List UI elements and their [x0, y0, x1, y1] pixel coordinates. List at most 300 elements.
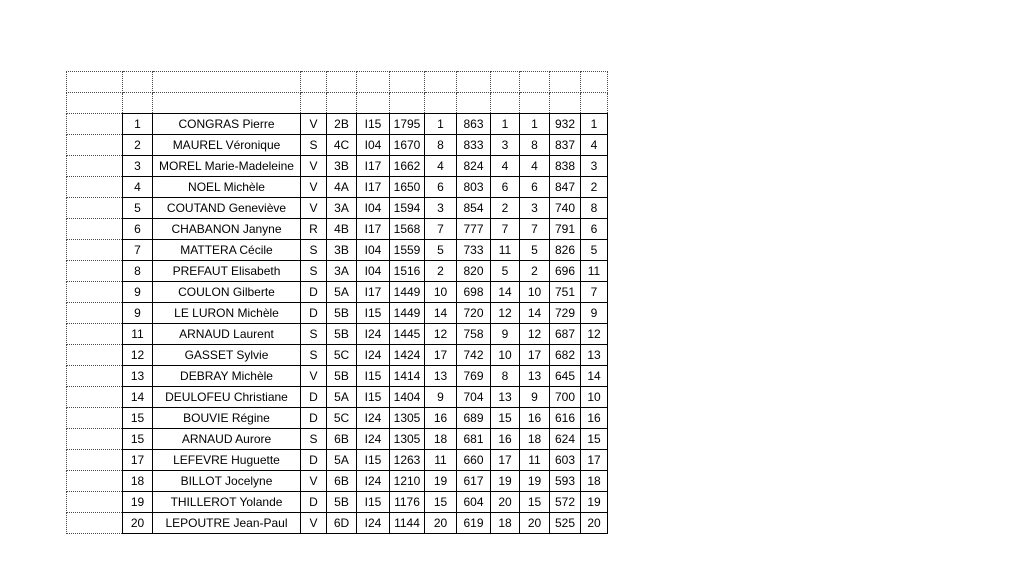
- value-cell: 8: [520, 135, 550, 156]
- name-cell: MOREL Marie-Madeleine: [153, 156, 301, 177]
- value-cell: 826: [550, 240, 581, 261]
- value-cell: V: [301, 471, 327, 492]
- value-cell: I04: [357, 240, 390, 261]
- value-cell: I04: [357, 198, 390, 219]
- value-cell: 1662: [390, 156, 425, 177]
- value-cell: 3A: [327, 261, 357, 282]
- left-gutter-cell: [67, 282, 123, 303]
- value-cell: 10: [491, 345, 520, 366]
- value-cell: 17: [581, 450, 608, 471]
- value-cell: 11: [581, 261, 608, 282]
- empty-grid-cell: [357, 93, 390, 114]
- empty-grid-cell: [425, 93, 457, 114]
- table-row: [67, 471, 608, 492]
- left-gutter-cell: [67, 450, 123, 471]
- empty-grid-cell: [301, 93, 327, 114]
- value-cell: 1144: [390, 513, 425, 534]
- value-cell: I15: [357, 450, 390, 471]
- value-cell: 4: [491, 156, 520, 177]
- value-cell: 3B: [327, 240, 357, 261]
- value-cell: I24: [357, 324, 390, 345]
- left-gutter-cell: [67, 135, 123, 156]
- empty-grid-cell: [457, 93, 491, 114]
- value-cell: S: [301, 429, 327, 450]
- value-cell: 2: [425, 261, 457, 282]
- value-cell: 624: [550, 429, 581, 450]
- name-cell: DEBRAY Michèle: [153, 366, 301, 387]
- value-cell: V: [301, 513, 327, 534]
- value-cell: 9: [520, 387, 550, 408]
- value-cell: 1670: [390, 135, 425, 156]
- value-cell: V: [301, 114, 327, 135]
- value-cell: V: [301, 177, 327, 198]
- value-cell: 5B: [327, 324, 357, 345]
- value-cell: 6: [425, 177, 457, 198]
- left-gutter-cell: [67, 492, 123, 513]
- value-cell: 16: [425, 408, 457, 429]
- rank-cell: 9: [123, 303, 153, 324]
- value-cell: I24: [357, 471, 390, 492]
- left-gutter-cell: [67, 303, 123, 324]
- value-cell: 18: [520, 429, 550, 450]
- value-cell: 4B: [327, 219, 357, 240]
- empty-grid-cell: [357, 72, 390, 93]
- empty-grid-cell: [67, 72, 123, 93]
- value-cell: 5A: [327, 387, 357, 408]
- value-cell: 1: [491, 114, 520, 135]
- value-cell: 3: [581, 156, 608, 177]
- value-cell: 19: [520, 471, 550, 492]
- value-cell: 1263: [390, 450, 425, 471]
- value-cell: 604: [457, 492, 491, 513]
- value-cell: S: [301, 135, 327, 156]
- name-cell: DEULOFEU Christiane: [153, 387, 301, 408]
- value-cell: 6B: [327, 471, 357, 492]
- value-cell: 20: [581, 513, 608, 534]
- value-cell: 14: [425, 303, 457, 324]
- value-cell: I17: [357, 282, 390, 303]
- value-cell: 8: [425, 135, 457, 156]
- value-cell: 15: [491, 408, 520, 429]
- value-cell: 803: [457, 177, 491, 198]
- rank-cell: 6: [123, 219, 153, 240]
- name-cell: GASSET Sylvie: [153, 345, 301, 366]
- value-cell: 20: [425, 513, 457, 534]
- rank-cell: 19: [123, 492, 153, 513]
- value-cell: 617: [457, 471, 491, 492]
- value-cell: 698: [457, 282, 491, 303]
- value-cell: 18: [425, 429, 457, 450]
- name-cell: LE LURON Michèle: [153, 303, 301, 324]
- rank-cell: 13: [123, 366, 153, 387]
- rank-cell: 8: [123, 261, 153, 282]
- value-cell: 616: [550, 408, 581, 429]
- empty-grid-cell: [390, 93, 425, 114]
- value-cell: 16: [581, 408, 608, 429]
- value-cell: 7: [491, 219, 520, 240]
- name-cell: LEPOUTRE Jean-Paul: [153, 513, 301, 534]
- value-cell: D: [301, 387, 327, 408]
- value-cell: 1: [520, 114, 550, 135]
- empty-grid-cell: [123, 72, 153, 93]
- value-cell: 16: [520, 408, 550, 429]
- value-cell: 525: [550, 513, 581, 534]
- rank-cell: 15: [123, 429, 153, 450]
- value-cell: 1445: [390, 324, 425, 345]
- value-cell: 3: [425, 198, 457, 219]
- table-row: [67, 513, 608, 534]
- left-gutter-cell: [67, 345, 123, 366]
- value-cell: 15: [520, 492, 550, 513]
- table-row: [67, 492, 608, 513]
- value-cell: 9: [491, 324, 520, 345]
- value-cell: 10: [520, 282, 550, 303]
- value-cell: 1424: [390, 345, 425, 366]
- value-cell: 17: [491, 450, 520, 471]
- value-cell: 13: [520, 366, 550, 387]
- value-cell: I15: [357, 366, 390, 387]
- empty-grid-cell: [520, 72, 550, 93]
- value-cell: 820: [457, 261, 491, 282]
- value-cell: 572: [550, 492, 581, 513]
- value-cell: 3B: [327, 156, 357, 177]
- value-cell: 7: [425, 219, 457, 240]
- value-cell: I17: [357, 156, 390, 177]
- value-cell: 1795: [390, 114, 425, 135]
- value-cell: 19: [491, 471, 520, 492]
- value-cell: 15: [425, 492, 457, 513]
- value-cell: 6: [520, 177, 550, 198]
- value-cell: 854: [457, 198, 491, 219]
- value-cell: V: [301, 366, 327, 387]
- value-cell: 7: [520, 219, 550, 240]
- value-cell: D: [301, 282, 327, 303]
- empty-grid-cell: [327, 72, 357, 93]
- left-gutter-cell: [67, 219, 123, 240]
- value-cell: 13: [491, 387, 520, 408]
- name-cell: MATTERA Cécile: [153, 240, 301, 261]
- value-cell: 1: [581, 114, 608, 135]
- value-cell: D: [301, 492, 327, 513]
- value-cell: 20: [520, 513, 550, 534]
- value-cell: 700: [550, 387, 581, 408]
- value-cell: 3: [491, 135, 520, 156]
- empty-grid-cell: [550, 72, 581, 93]
- table-row: [67, 282, 608, 303]
- left-gutter-cell: [67, 429, 123, 450]
- empty-grid-cell: [425, 72, 457, 93]
- value-cell: 11: [491, 240, 520, 261]
- rank-cell: 1: [123, 114, 153, 135]
- value-cell: 8: [491, 366, 520, 387]
- value-cell: 14: [581, 366, 608, 387]
- value-cell: I04: [357, 135, 390, 156]
- table-row: [67, 387, 608, 408]
- value-cell: S: [301, 240, 327, 261]
- table-row: [67, 429, 608, 450]
- value-cell: 729: [550, 303, 581, 324]
- value-cell: I15: [357, 303, 390, 324]
- name-cell: LEFEVRE Huguette: [153, 450, 301, 471]
- empty-grid-cell: [550, 93, 581, 114]
- rank-cell: 5: [123, 198, 153, 219]
- value-cell: 10: [425, 282, 457, 303]
- value-cell: 733: [457, 240, 491, 261]
- rank-cell: 18: [123, 471, 153, 492]
- value-cell: 645: [550, 366, 581, 387]
- value-cell: 9: [581, 303, 608, 324]
- value-cell: 6: [491, 177, 520, 198]
- value-cell: 4: [520, 156, 550, 177]
- value-cell: 1516: [390, 261, 425, 282]
- value-cell: 11: [425, 450, 457, 471]
- value-cell: 8: [581, 198, 608, 219]
- value-cell: 20: [491, 492, 520, 513]
- value-cell: I24: [357, 408, 390, 429]
- left-gutter-cell: [67, 366, 123, 387]
- value-cell: 5A: [327, 282, 357, 303]
- table-row: [67, 366, 608, 387]
- value-cell: 5B: [327, 366, 357, 387]
- left-gutter-cell: [67, 324, 123, 345]
- table-row: [67, 261, 608, 282]
- name-cell: NOEL Michèle: [153, 177, 301, 198]
- value-cell: 12: [491, 303, 520, 324]
- rank-cell: 14: [123, 387, 153, 408]
- table-row: [67, 135, 608, 156]
- value-cell: R: [301, 219, 327, 240]
- value-cell: 19: [425, 471, 457, 492]
- value-cell: S: [301, 345, 327, 366]
- empty-grid-cell: [327, 93, 357, 114]
- rank-cell: 4: [123, 177, 153, 198]
- grid-empty-row: [67, 72, 608, 93]
- value-cell: 1449: [390, 282, 425, 303]
- value-cell: 9: [425, 387, 457, 408]
- value-cell: V: [301, 198, 327, 219]
- left-gutter-cell: [67, 240, 123, 261]
- value-cell: 5B: [327, 492, 357, 513]
- rank-cell: 7: [123, 240, 153, 261]
- value-cell: 6: [581, 219, 608, 240]
- value-cell: D: [301, 408, 327, 429]
- value-cell: 1210: [390, 471, 425, 492]
- value-cell: 847: [550, 177, 581, 198]
- value-cell: 4: [581, 135, 608, 156]
- value-cell: 19: [581, 492, 608, 513]
- table-row: [67, 408, 608, 429]
- value-cell: 660: [457, 450, 491, 471]
- left-gutter-cell: [67, 156, 123, 177]
- rank-cell: 9: [123, 282, 153, 303]
- value-cell: 5C: [327, 408, 357, 429]
- value-cell: 13: [581, 345, 608, 366]
- value-cell: 6D: [327, 513, 357, 534]
- value-cell: 1568: [390, 219, 425, 240]
- table-row: [67, 345, 608, 366]
- value-cell: I24: [357, 429, 390, 450]
- value-cell: I17: [357, 177, 390, 198]
- value-cell: 5: [491, 261, 520, 282]
- value-cell: I17: [357, 219, 390, 240]
- left-gutter-cell: [67, 513, 123, 534]
- value-cell: 619: [457, 513, 491, 534]
- value-cell: 7: [581, 282, 608, 303]
- empty-grid-cell: [390, 72, 425, 93]
- value-cell: 704: [457, 387, 491, 408]
- value-cell: 838: [550, 156, 581, 177]
- table-row: [67, 156, 608, 177]
- value-cell: 777: [457, 219, 491, 240]
- value-cell: 5C: [327, 345, 357, 366]
- table-row: [67, 114, 608, 135]
- value-cell: 18: [491, 513, 520, 534]
- value-cell: 5A: [327, 450, 357, 471]
- left-gutter-cell: [67, 198, 123, 219]
- value-cell: 4C: [327, 135, 357, 156]
- value-cell: 1305: [390, 429, 425, 450]
- empty-grid-cell: [67, 93, 123, 114]
- left-gutter-cell: [67, 408, 123, 429]
- empty-grid-cell: [491, 72, 520, 93]
- empty-grid-cell: [153, 72, 301, 93]
- left-gutter-cell: [67, 261, 123, 282]
- name-cell: THILLEROT Yolande: [153, 492, 301, 513]
- rank-cell: 3: [123, 156, 153, 177]
- name-cell: BILLOT Jocelyne: [153, 471, 301, 492]
- value-cell: I04: [357, 261, 390, 282]
- value-cell: 824: [457, 156, 491, 177]
- value-cell: S: [301, 324, 327, 345]
- value-cell: 863: [457, 114, 491, 135]
- value-cell: S: [301, 261, 327, 282]
- value-cell: 593: [550, 471, 581, 492]
- empty-grid-cell: [491, 93, 520, 114]
- name-cell: COULON Gilberte: [153, 282, 301, 303]
- name-cell: PREFAUT Elisabeth: [153, 261, 301, 282]
- grid-empty-row: [67, 93, 608, 114]
- value-cell: 4A: [327, 177, 357, 198]
- empty-grid-cell: [153, 93, 301, 114]
- table-row: [67, 303, 608, 324]
- value-cell: 2: [581, 177, 608, 198]
- value-cell: 932: [550, 114, 581, 135]
- value-cell: 837: [550, 135, 581, 156]
- value-cell: 603: [550, 450, 581, 471]
- value-cell: I15: [357, 387, 390, 408]
- value-cell: 2: [491, 198, 520, 219]
- ranking-table: [66, 71, 608, 534]
- value-cell: 5B: [327, 303, 357, 324]
- value-cell: 758: [457, 324, 491, 345]
- empty-grid-cell: [457, 72, 491, 93]
- table-row: [67, 240, 608, 261]
- value-cell: 1404: [390, 387, 425, 408]
- value-cell: D: [301, 303, 327, 324]
- empty-grid-cell: [520, 93, 550, 114]
- rank-cell: 2: [123, 135, 153, 156]
- value-cell: 3A: [327, 198, 357, 219]
- value-cell: 6B: [327, 429, 357, 450]
- value-cell: 14: [491, 282, 520, 303]
- empty-grid-cell: [123, 93, 153, 114]
- value-cell: I15: [357, 114, 390, 135]
- table-row: [67, 177, 608, 198]
- left-gutter-cell: [67, 177, 123, 198]
- rank-cell: 12: [123, 345, 153, 366]
- value-cell: 17: [520, 345, 550, 366]
- value-cell: 14: [520, 303, 550, 324]
- value-cell: 5: [581, 240, 608, 261]
- value-cell: I24: [357, 513, 390, 534]
- value-cell: 720: [457, 303, 491, 324]
- value-cell: 769: [457, 366, 491, 387]
- value-cell: 1449: [390, 303, 425, 324]
- left-gutter-cell: [67, 471, 123, 492]
- value-cell: 689: [457, 408, 491, 429]
- value-cell: 15: [581, 429, 608, 450]
- value-cell: 1559: [390, 240, 425, 261]
- value-cell: 13: [425, 366, 457, 387]
- empty-grid-cell: [581, 72, 608, 93]
- value-cell: 791: [550, 219, 581, 240]
- left-gutter-cell: [67, 387, 123, 408]
- name-cell: CHABANON Janyne: [153, 219, 301, 240]
- value-cell: 1650: [390, 177, 425, 198]
- value-cell: 1414: [390, 366, 425, 387]
- value-cell: 696: [550, 261, 581, 282]
- value-cell: I24: [357, 345, 390, 366]
- value-cell: 5: [425, 240, 457, 261]
- value-cell: 751: [550, 282, 581, 303]
- value-cell: 740: [550, 198, 581, 219]
- name-cell: BOUVIE Régine: [153, 408, 301, 429]
- value-cell: V: [301, 156, 327, 177]
- value-cell: 12: [425, 324, 457, 345]
- name-cell: ARNAUD Laurent: [153, 324, 301, 345]
- value-cell: 3: [520, 198, 550, 219]
- value-cell: 5: [520, 240, 550, 261]
- value-cell: 2B: [327, 114, 357, 135]
- value-cell: 16: [491, 429, 520, 450]
- value-cell: 4: [425, 156, 457, 177]
- rank-cell: 20: [123, 513, 153, 534]
- value-cell: 1594: [390, 198, 425, 219]
- value-cell: 687: [550, 324, 581, 345]
- value-cell: 833: [457, 135, 491, 156]
- value-cell: 12: [520, 324, 550, 345]
- value-cell: 1305: [390, 408, 425, 429]
- table-row: [67, 198, 608, 219]
- table-row: [67, 219, 608, 240]
- table-row: [67, 324, 608, 345]
- value-cell: 11: [520, 450, 550, 471]
- ranking-table-body: [67, 72, 608, 534]
- value-cell: 10: [581, 387, 608, 408]
- name-cell: MAUREL Véronique: [153, 135, 301, 156]
- value-cell: 681: [457, 429, 491, 450]
- value-cell: D: [301, 450, 327, 471]
- name-cell: ARNAUD Aurore: [153, 429, 301, 450]
- value-cell: 12: [581, 324, 608, 345]
- table-row: [67, 450, 608, 471]
- left-gutter-cell: [67, 114, 123, 135]
- name-cell: COUTAND Geneviève: [153, 198, 301, 219]
- rank-cell: 11: [123, 324, 153, 345]
- value-cell: 1: [425, 114, 457, 135]
- rank-cell: 17: [123, 450, 153, 471]
- rank-cell: 15: [123, 408, 153, 429]
